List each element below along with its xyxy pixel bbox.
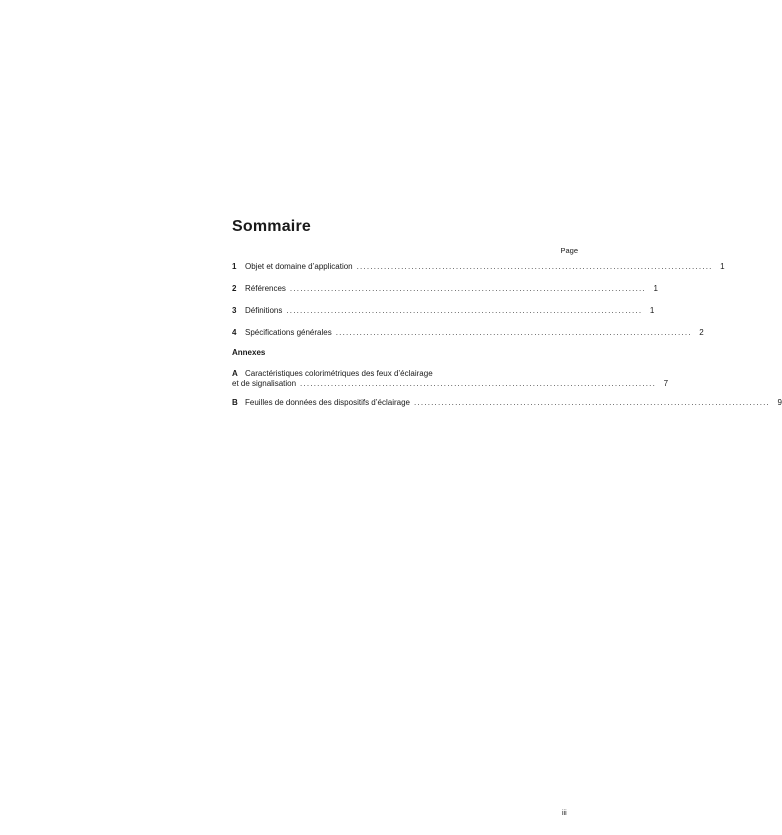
entry-label: Objet et domaine d’application [245, 262, 353, 271]
entry-page: 1 [720, 262, 725, 271]
toc-entry [232, 284, 658, 294]
annex-letter: B [232, 398, 238, 407]
entry-label: Définitions [245, 306, 283, 315]
annex-entry [232, 369, 669, 389]
entry-number: 3 [232, 306, 237, 315]
entry-page: 2 [699, 328, 704, 337]
annex-letter: A [232, 369, 238, 378]
dot-leader: ........................................................................................................ [300, 379, 657, 388]
dot-leader: ........................................................................................................ [414, 398, 770, 407]
dot-leader: ........................................................................................................ [286, 306, 643, 315]
entry-number: 2 [232, 284, 237, 293]
annex-label-line1: Caractéristiques colorimétriques des feux d’éclairage [245, 369, 433, 378]
page-number: iii [562, 810, 567, 817]
entry-page: 9 [777, 398, 782, 407]
toc-title: Sommaire [232, 218, 311, 235]
entry-page: 1 [649, 306, 655, 315]
entry-label: Spécifications générales [245, 328, 332, 337]
annex-label-line2: et de signalisation [232, 379, 297, 388]
entry-page: 7 [663, 379, 669, 388]
toc-entry [232, 262, 725, 272]
toc-entry [232, 328, 704, 338]
dot-leader: ........................................................................................................ [289, 284, 646, 293]
toc-entry [232, 306, 655, 316]
annexes-heading: Annexes [232, 348, 266, 357]
entry-number: 1 [232, 262, 237, 271]
annex-label: Feuilles de données des dispositifs d’éclairage [245, 398, 410, 407]
entry-label: Références [245, 284, 286, 293]
annex-entry [232, 398, 782, 408]
entry-page: 1 [653, 284, 658, 293]
page-column-header: Page [560, 246, 578, 255]
dot-leader: ........................................................................................................ [335, 328, 692, 337]
dot-leader: ........................................................................................................ [356, 262, 713, 271]
table-of-contents [232, 218, 782, 408]
entry-number: 4 [232, 328, 237, 337]
